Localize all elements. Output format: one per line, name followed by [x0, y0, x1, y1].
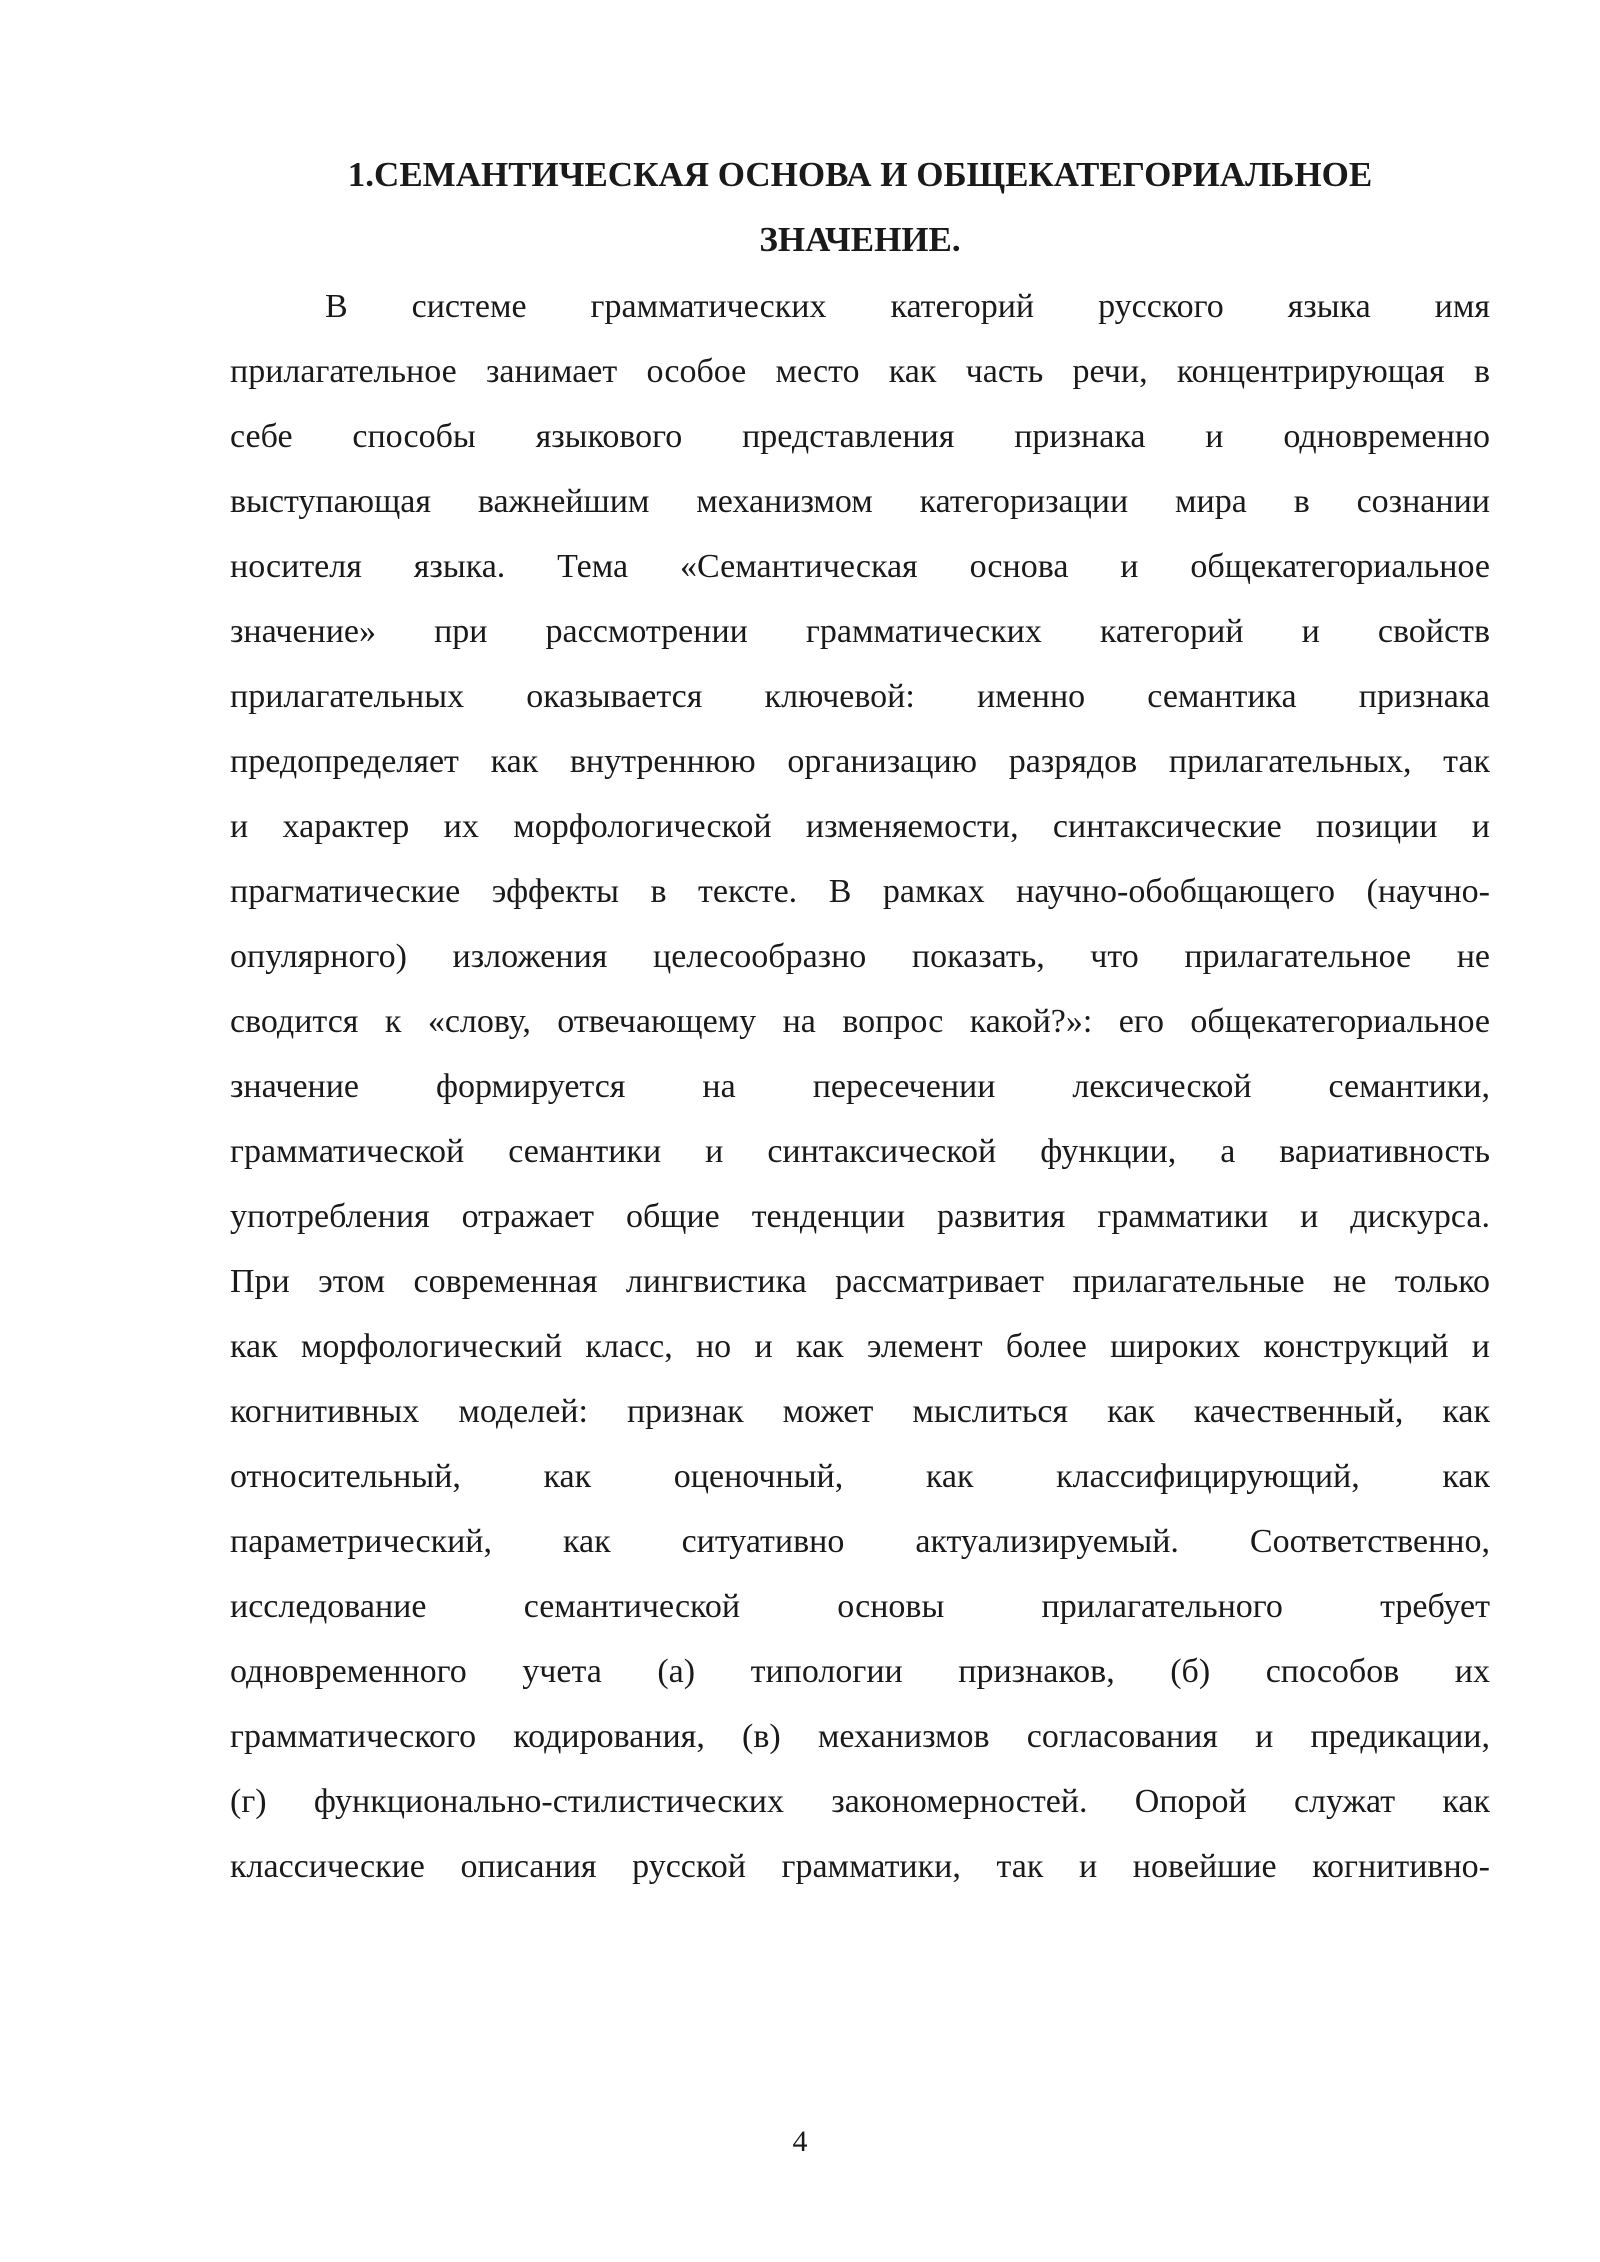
paragraph-line: опулярного) изложения целесообразно показать, что прилагательное не: [230, 938, 1490, 975]
paragraph-line: исследование семантической основы прилагательного требует: [230, 1588, 1490, 1625]
paragraph-line: носителя языка. Тема «Семантическая основа и общекатегориальное: [230, 548, 1490, 585]
paragraph-line: значение формируется на пересечении лексической семантики,: [230, 1068, 1490, 1105]
paragraph-line: сводится к «слову, отвечающему на вопрос какой?»: его общекатегориальное: [230, 1003, 1490, 1040]
paragraph-line: грамматического кодирования, (в) механизмов согласования и предикации,: [230, 1718, 1490, 1755]
paragraph-line: как морфологический класс, но и как элемент более широких конструкций и: [230, 1328, 1490, 1365]
paragraph-line: В системе грамматических категорий русского языка имя: [325, 288, 1490, 325]
section-heading-line-1: 1.СЕМАНТИЧЕСКАЯ ОСНОВА И ОБЩЕКАТЕГОРИАЛЬНОЕ: [347, 155, 1373, 194]
paragraph-line: При этом современная лингвистика рассматривает прилагательные не только: [230, 1263, 1490, 1300]
paragraph-line: одновременного учета (а) типологии признаков, (б) способов их: [230, 1653, 1490, 1690]
paragraph-line: параметрический, как ситуативно актуализируемый. Соответственно,: [230, 1523, 1490, 1560]
paragraph-line: выступающая важнейшим механизмом категоризации мира в сознании: [230, 483, 1490, 520]
paragraph-line: когнитивных моделей: признак может мыслиться как качественный, как: [230, 1393, 1490, 1430]
paragraph-line: грамматической семантики и синтаксической функции, а вариативность: [230, 1133, 1490, 1170]
paragraph-line: относительный, как оценочный, как классифицирующий, как: [230, 1458, 1490, 1495]
paragraph-line: употребления отражает общие тенденции развития грамматики и дискурса.: [230, 1198, 1490, 1235]
body-paragraph: [230, 274, 1490, 1899]
paragraph-line: прилагательных оказывается ключевой: именно семантика признака: [230, 678, 1490, 715]
paragraph-line: значение» при рассмотрении грамматических категорий и свойств: [230, 613, 1490, 650]
section-heading-line-2: ЗНАЧЕНИЕ.: [759, 220, 961, 259]
page-number: 4: [792, 2125, 808, 2158]
paragraph-line: прагматические эффекты в тексте. В рамках научно-обобщающего (научно-: [230, 873, 1490, 910]
paragraph-line: прилагательное занимает особое место как часть речи, концентрирующая в: [230, 353, 1490, 390]
paragraph-line: классические описания русской грамматики, так и новейшие когнитивно-: [230, 1848, 1490, 1885]
paragraph-line: себе способы языкового представления признака и одновременно: [230, 418, 1490, 455]
paragraph-line: предопределяет как внутреннюю организацию разрядов прилагательных, так: [230, 743, 1490, 780]
paragraph-line: (г) функционально-стилистических закономерностей. Опорой служат как: [230, 1783, 1490, 1820]
paragraph-line: и характер их морфологической изменяемости, синтаксические позиции и: [230, 808, 1490, 845]
